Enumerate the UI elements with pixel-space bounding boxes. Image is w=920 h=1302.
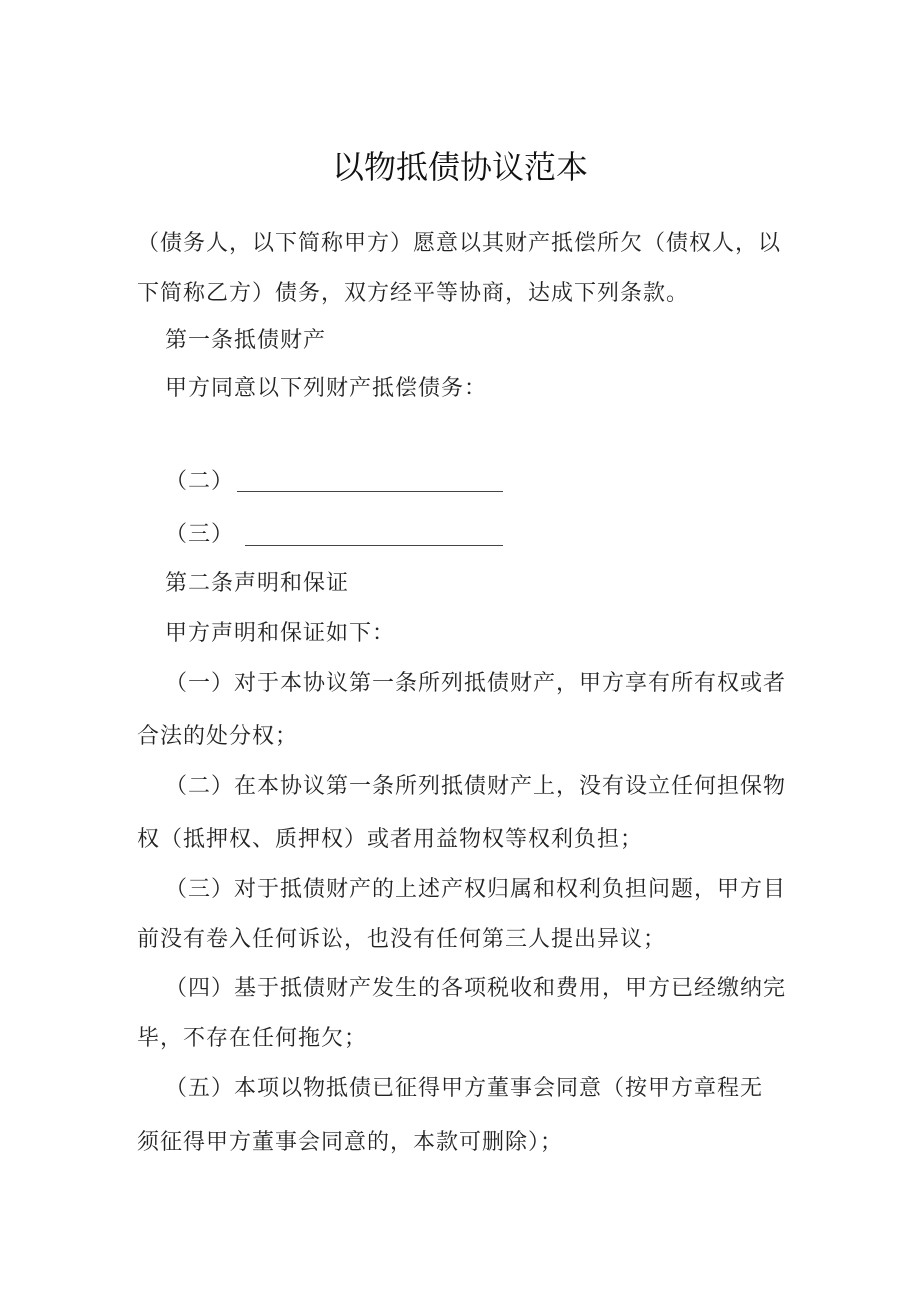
clause-line-1: （五）本项以物抵债已征得甲方董事会同意（按甲方章程无	[165, 1076, 764, 1101]
clause-line-1: （四）基于抵债财产发生的各项税收和费用，甲方已经缴纳完	[165, 976, 787, 1001]
property-item-blank-line	[237, 491, 503, 492]
article2-text: 甲方声明和保证如下：	[165, 621, 396, 646]
property-item-blank-line	[245, 545, 503, 546]
clause-line-2: 合法的处分权；	[137, 724, 299, 749]
document-title: 以物抵债协议范本	[331, 148, 588, 186]
clause-line-2: 前没有卷入任何诉讼，也没有任何第三人提出异议；	[137, 927, 667, 952]
clause-line-1: （一）对于本协议第一条所列抵债财产，甲方享有所有权或者	[165, 671, 787, 696]
intro-line-2: 下简称乙方）债务，双方经平等协商，达成下列条款。	[137, 281, 690, 306]
article1-text: 甲方同意以下列财产抵偿债务：	[165, 376, 488, 401]
property-item-label: （二）	[165, 469, 235, 494]
property-item-label: （三）	[165, 522, 235, 547]
article2-heading: 第二条声明和保证	[165, 571, 350, 596]
article1-heading: 第一条抵债财产	[165, 328, 327, 353]
clause-line-2: 权（抵押权、质押权）或者用益物权等权利负担；	[137, 827, 644, 852]
clause-line-1: （三）对于抵债财产的上述产权归属和权利负担问题，甲方目	[165, 877, 787, 902]
clause-line-2: 毕，不存在任何拖欠；	[137, 1026, 368, 1051]
clause-line-2: 须征得甲方董事会同意的，本款可删除）；	[137, 1130, 564, 1155]
intro-line-1: （债务人，以下简称甲方）愿意以其财产抵偿所欠（债权人，以	[137, 231, 782, 256]
clause-line-1: （二）在本协议第一条所列抵债财产上，没有设立任何担保物	[165, 774, 787, 799]
